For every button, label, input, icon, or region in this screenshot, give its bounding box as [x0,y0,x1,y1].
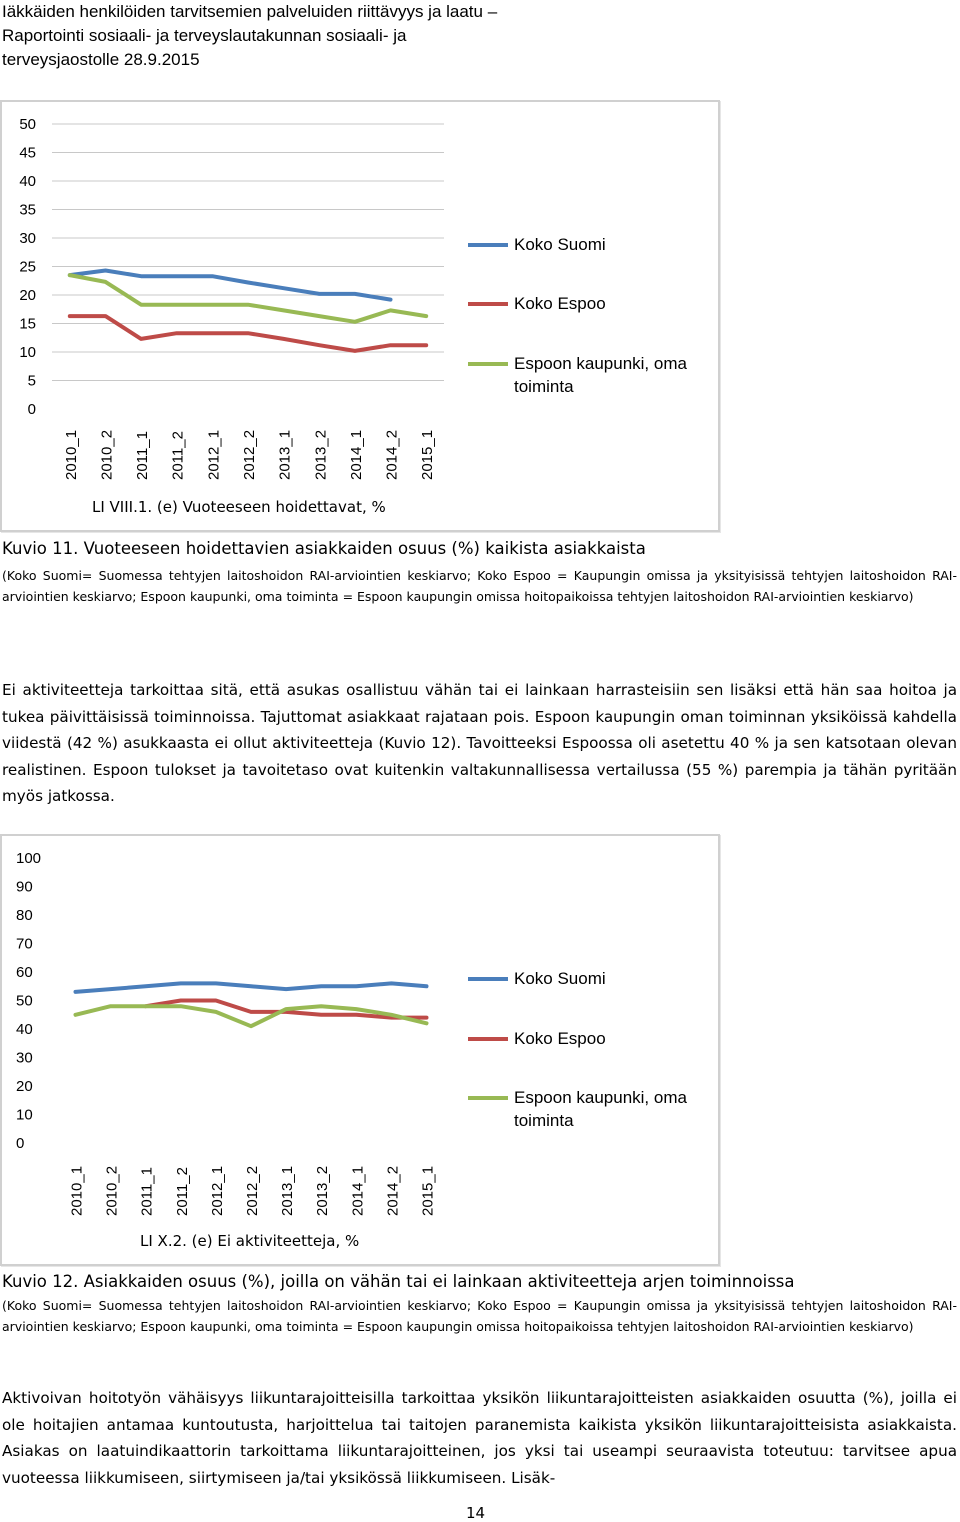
legend-label-espoo-oma-2: Espoon kaupunki, oma toiminta [514,1088,687,1130]
x-tick-label: 2010_1 [62,429,80,480]
legend-swatch-koko-suomi-2 [468,977,508,981]
x-tick-label: 2011_1 [138,1167,156,1216]
y-tick-label: 20 [19,287,36,304]
x-tick-label: 2012_1 [205,429,223,480]
y-tick-label: 60 [16,964,33,981]
legend-label-koko-suomi-2: Koko Suomi [514,969,606,988]
legend-label-espoo-oma: Espoon kaupunki, oma toiminta [514,354,687,396]
y-tick-label: 40 [16,1021,33,1038]
x-tick-label: 2012_1 [208,1165,226,1216]
y-tick-label: 70 [16,935,33,953]
x-tick-label: 2012_2 [244,1165,261,1216]
y-tick-label: 50 [16,992,33,1010]
legend-swatch-koko-espoo [468,302,508,306]
x-tick-label: 2011_2 [173,1167,191,1216]
y-tick-label: 35 [19,201,36,219]
y-tick-label: 10 [16,1106,33,1124]
chart-ei-aktiviteetteja [0,834,720,1266]
legend-label-koko-espoo-2: Koko Espoo [514,1029,606,1048]
x-tick-label: 2010_2 [98,429,116,480]
y-tick-label: 25 [19,258,36,276]
report-header: Iäkkäiden henkilöiden tarvitsemien palveluiden riittävyys ja laatu – Raportointi sosiaali- ja terveyslautakunnan sosiaali- ja terveysjaostolle 28.9.2015 [2,2,498,69]
legend-swatch-koko-suomi [468,243,508,247]
y-tick-label: 100 [16,850,42,867]
y-tick-label: 40 [19,173,36,190]
x-tick-label: 2013_2 [314,1165,332,1216]
paragraph-aktivoiva-hoitotyo: Aktivoivan hoitotyön vähäisyys liikuntarajoitteisilla tarkoittaa yksikön liikuntarajoitteisten asiakkaiden osuutta (%), joilla ei ole hoitajien antamaa kuntoutusta, harjoittelua tai taitojen paranemista kaikista yksikön liikuntarajoitteisista asiakkaista. Asiakas on laatuindikaattorin tarkoittama liikuntarajoitteinen, jos yksi tai useampi seuraavista toteutuu: tarvitsee apua vuoteessa liikkumiseen, siirtymiseen ja/tai yksikössä liikkumiseen. Lisäk- [2,1389,957,1487]
legend-label-koko-suomi: Koko Suomi [514,235,606,254]
y-tick-label: 10 [19,344,36,361]
x-tick-label: 2013_1 [279,1165,297,1216]
chart-2-caption: LI X.2. (e) Ei aktiviteetteja, % [140,1232,360,1250]
legend-swatch-espoo-oma [468,362,508,366]
y-tick-label: 5 [27,372,36,390]
x-tick-label: 2015_1 [419,429,437,480]
figure-11-note: (Koko Suomi= Suomessa tehtyjen laitoshoidon RAI-arviointien keskiarvo; Koko Espoo = Kaupungin omissa ja yksityisissä tehtyjen laitoshoidon RAI-arviointien keskiarvo; Espoon kaupunki, oma toiminta = Espoon kaupungin omissa hoitopaikoissa tehtyjen laitoshoidon RAI-arviointien keskiarvo) [2,568,957,604]
y-tick-label: 0 [27,401,36,418]
y-tick-label: 20 [16,1078,33,1095]
x-tick-label: 2012_2 [241,429,258,480]
x-tick-label: 2011_1 [134,431,152,480]
x-tick-label: 2015_1 [419,1165,437,1216]
paragraph-aktiviteetit: Ei aktiviteetteja tarkoittaa sitä, että asukas osallistuu vähän tai ei lainkaan harrasteisiin sen lisäksi että hän saa hoitoa ja tukea päivittäisissä toiminnoissa. Tajuttomat asiakkaat rajataan pois. Espoon kaupungin oman toiminnan yksiköissä kahdella viidestä (42 %) asukkaasta ei ollut aktiviteetteja (Kuvio 12). Tavoitteeksi Espoossa oli asetettu 40 % ja sen katsotaan olevan realistinen. Espoon tulokset ja tavoitetaso ovat kuitenkin valtakunnallisessa vertailussa (55 %) parempia ja tähän pyritään myös jatkossa. [2,681,957,805]
y-tick-label: 80 [16,907,33,924]
x-tick-label: 2014_2 [383,429,401,480]
series-line-2-0 [76,983,427,992]
x-tick-label: 2010_2 [103,1165,121,1216]
y-tick-label: 0 [16,1135,25,1152]
figure-11-title: Kuvio 11. Vuoteeseen hoidettavien asiakkaiden osuus (%) kaikista asiakkaista [2,539,646,558]
x-tick-label: 2014_2 [384,1165,402,1216]
legend-swatch-koko-espoo-2 [468,1037,508,1041]
x-tick-label: 2010_1 [68,1165,86,1216]
legend-label-koko-espoo: Koko Espoo [514,294,606,313]
y-tick-label: 90 [16,878,33,896]
y-tick-label: 30 [19,230,36,247]
chart-2-plot [2,836,718,1264]
y-tick-label: 45 [19,144,36,162]
chart-vuoteeseen-hoidettavat [0,100,720,532]
x-tick-label: 2013_2 [312,429,330,480]
y-tick-label: 50 [19,116,36,133]
figure-12-title: Kuvio 12. Asiakkaiden osuus (%), joilla on vähän tai ei lainkaan aktiviteetteja arjen toiminnoissa [2,1272,795,1291]
x-tick-label: 2014_1 [347,429,365,480]
y-tick-label: 30 [16,1049,33,1067]
chart-1-caption: LI VIII.1. (e) Vuoteeseen hoidettavat, % [92,498,386,516]
x-tick-label: 2013_1 [276,429,294,480]
legend-swatch-espoo-oma-2 [468,1096,508,1100]
x-tick-label: 2014_1 [349,1165,367,1216]
x-tick-label: 2011_2 [169,431,187,480]
page-number: 14 [466,1504,486,1522]
y-tick-label: 15 [19,315,36,333]
figure-12-note: (Koko Suomi= Suomessa tehtyjen laitoshoidon RAI-arviointien keskiarvo; Koko Espoo = Kaupungin omissa ja yksityisissä tehtyjen laitoshoidon RAI-arviointien keskiarvo; Espoon kaupunki, oma toiminta = Espoon kaupungin omissa hoitopaikoissa tehtyjen laitoshoidon RAI-arviointien keskiarvo) [2,1298,957,1334]
series-line-1-1 [70,316,426,351]
chart-1-plot [2,102,718,530]
